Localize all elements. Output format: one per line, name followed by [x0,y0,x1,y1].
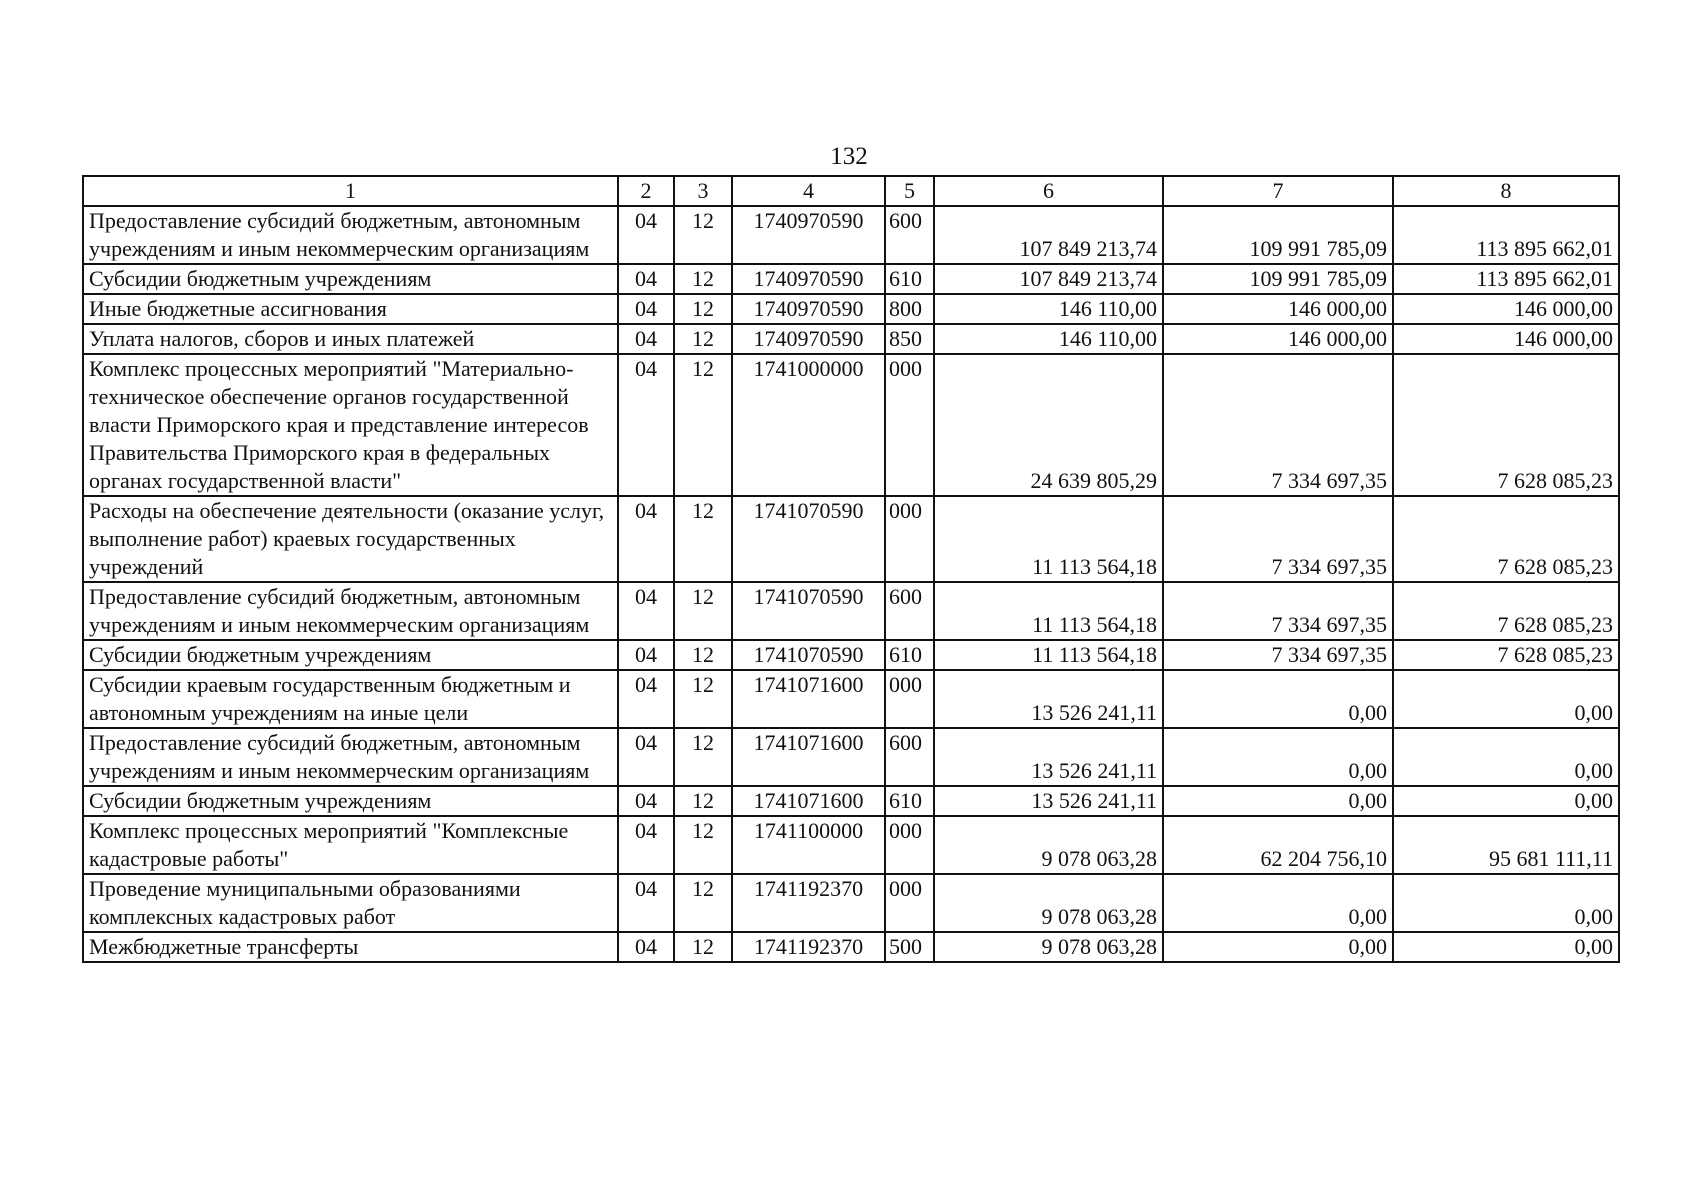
expense-type-code: 600 [885,728,934,786]
table-row [83,582,1619,640]
table-row [83,354,1619,496]
amount-col-7: 0,00 [1163,932,1393,962]
amount-col-8: 0,00 [1393,874,1619,932]
table-row [83,496,1619,582]
target-article-code: 1740970590 [732,294,885,324]
header-row [83,176,1619,206]
amount-col-7: 146 000,00 [1163,294,1393,324]
amount-col-6: 11 113 564,18 [934,496,1163,582]
amount-col-7: 146 000,00 [1163,324,1393,354]
column-header-5: 5 [885,176,934,206]
table-row [83,874,1619,932]
target-article-code: 1741192370 [732,874,885,932]
column-header-2: 2 [618,176,674,206]
item-name: Комплекс процессных мероприятий "Комплексные кадастровые работы" [83,816,618,874]
subsection-code: 12 [674,728,732,786]
section-code: 04 [618,640,674,670]
target-article-code: 1741071600 [732,786,885,816]
item-name: Расходы на обеспечение деятельности (оказание услуг, выполнение работ) краевых государственных учреждений [83,496,618,582]
amount-col-6: 9 078 063,28 [934,874,1163,932]
expense-type-code: 610 [885,786,934,816]
amount-col-8: 0,00 [1393,728,1619,786]
amount-col-7: 0,00 [1163,670,1393,728]
target-article-code: 1741192370 [732,932,885,962]
expense-type-code: 000 [885,816,934,874]
section-code: 04 [618,670,674,728]
column-header-8: 8 [1393,176,1619,206]
amount-col-6: 11 113 564,18 [934,582,1163,640]
amount-col-7: 7 334 697,35 [1163,354,1393,496]
expense-type-code: 610 [885,640,934,670]
amount-col-6: 13 526 241,11 [934,728,1163,786]
target-article-code: 1741070590 [732,496,885,582]
amount-col-6: 146 110,00 [934,294,1163,324]
table-row [83,670,1619,728]
item-name: Субсидии бюджетным учреждениям [83,786,618,816]
target-article-code: 1740970590 [732,206,885,264]
amount-col-7: 0,00 [1163,786,1393,816]
amount-col-8: 95 681 111,11 [1393,816,1619,874]
amount-col-6: 107 849 213,74 [934,206,1163,264]
subsection-code: 12 [674,582,732,640]
item-name: Иные бюджетные ассигнования [83,294,618,324]
subsection-code: 12 [674,294,732,324]
item-name: Уплата налогов, сборов и иных платежей [83,324,618,354]
subsection-code: 12 [674,932,732,962]
section-code: 04 [618,496,674,582]
item-name: Комплекс процессных мероприятий "Материально-техническое обеспечение органов государственной власти Приморского края и представление интересов Правительства Приморского края в федеральных органах государственной власти" [83,354,618,496]
item-name: Проведение муниципальными образованиями комплексных кадастровых работ [83,874,618,932]
item-name: Предоставление субсидий бюджетным, автономным учреждениям и иным некоммерческим организациям [83,206,618,264]
target-article-code: 1741100000 [732,816,885,874]
item-name: Предоставление субсидий бюджетным, автономным учреждениям и иным некоммерческим организациям [83,728,618,786]
section-code: 04 [618,206,674,264]
subsection-code: 12 [674,264,732,294]
amount-col-8: 0,00 [1393,932,1619,962]
item-name: Субсидии бюджетным учреждениям [83,640,618,670]
subsection-code: 12 [674,640,732,670]
column-header-1: 1 [83,176,618,206]
subsection-code: 12 [674,786,732,816]
table-row [83,206,1619,264]
target-article-code: 1741000000 [732,354,885,496]
table-row [83,786,1619,816]
item-name: Межбюджетные трансферты [83,932,618,962]
expense-type-code: 000 [885,496,934,582]
subsection-code: 12 [674,206,732,264]
expense-type-code: 000 [885,874,934,932]
column-header-7: 7 [1163,176,1393,206]
amount-col-8: 7 628 085,23 [1393,496,1619,582]
amount-col-7: 62 204 756,10 [1163,816,1393,874]
section-code: 04 [618,294,674,324]
amount-col-7: 7 334 697,35 [1163,496,1393,582]
section-code: 04 [618,874,674,932]
section-code: 04 [618,816,674,874]
subsection-code: 12 [674,670,732,728]
section-code: 04 [618,354,674,496]
section-code: 04 [618,786,674,816]
target-article-code: 1741070590 [732,582,885,640]
column-header-4: 4 [732,176,885,206]
target-article-code: 1741071600 [732,670,885,728]
table-row [83,264,1619,294]
section-code: 04 [618,932,674,962]
section-code: 04 [618,728,674,786]
target-article-code: 1741070590 [732,640,885,670]
amount-col-8: 0,00 [1393,670,1619,728]
amount-col-6: 9 078 063,28 [934,816,1163,874]
expense-type-code: 000 [885,354,934,496]
target-article-code: 1740970590 [732,264,885,294]
table-body [83,206,1619,962]
amount-col-8: 7 628 085,23 [1393,582,1619,640]
amount-col-7: 109 991 785,09 [1163,264,1393,294]
expense-type-code: 850 [885,324,934,354]
amount-col-6: 24 639 805,29 [934,354,1163,496]
subsection-code: 12 [674,874,732,932]
subsection-code: 12 [674,324,732,354]
amount-col-8: 113 895 662,01 [1393,206,1619,264]
target-article-code: 1740970590 [732,324,885,354]
budget-table [82,175,1620,963]
amount-col-7: 7 334 697,35 [1163,582,1393,640]
amount-col-6: 9 078 063,28 [934,932,1163,962]
amount-col-6: 13 526 241,11 [934,670,1163,728]
amount-col-6: 107 849 213,74 [934,264,1163,294]
table-row [83,640,1619,670]
item-name: Предоставление субсидий бюджетным, автономным учреждениям и иным некоммерческим организациям [83,582,618,640]
table-row [83,728,1619,786]
page-number: 132 [830,143,868,170]
amount-col-8: 7 628 085,23 [1393,640,1619,670]
table-row [83,324,1619,354]
column-header-3: 3 [674,176,732,206]
amount-col-8: 0,00 [1393,786,1619,816]
expense-type-code: 000 [885,670,934,728]
item-name: Субсидии краевым государственным бюджетным и автономным учреждениям на иные цели [83,670,618,728]
section-code: 04 [618,582,674,640]
expense-type-code: 800 [885,294,934,324]
amount-col-7: 109 991 785,09 [1163,206,1393,264]
amount-col-8: 146 000,00 [1393,324,1619,354]
amount-col-8: 146 000,00 [1393,294,1619,324]
expense-type-code: 600 [885,582,934,640]
column-header-6: 6 [934,176,1163,206]
amount-col-8: 113 895 662,01 [1393,264,1619,294]
table-row [83,932,1619,962]
table-row [83,816,1619,874]
amount-col-7: 0,00 [1163,728,1393,786]
expense-type-code: 500 [885,932,934,962]
item-name: Субсидии бюджетным учреждениям [83,264,618,294]
expense-type-code: 610 [885,264,934,294]
amount-col-8: 7 628 085,23 [1393,354,1619,496]
subsection-code: 12 [674,354,732,496]
subsection-code: 12 [674,816,732,874]
amount-col-6: 13 526 241,11 [934,786,1163,816]
amount-col-6: 11 113 564,18 [934,640,1163,670]
section-code: 04 [618,264,674,294]
expense-type-code: 600 [885,206,934,264]
table-row [83,294,1619,324]
section-code: 04 [618,324,674,354]
amount-col-6: 146 110,00 [934,324,1163,354]
amount-col-7: 7 334 697,35 [1163,640,1393,670]
subsection-code: 12 [674,496,732,582]
amount-col-7: 0,00 [1163,874,1393,932]
target-article-code: 1741071600 [732,728,885,786]
